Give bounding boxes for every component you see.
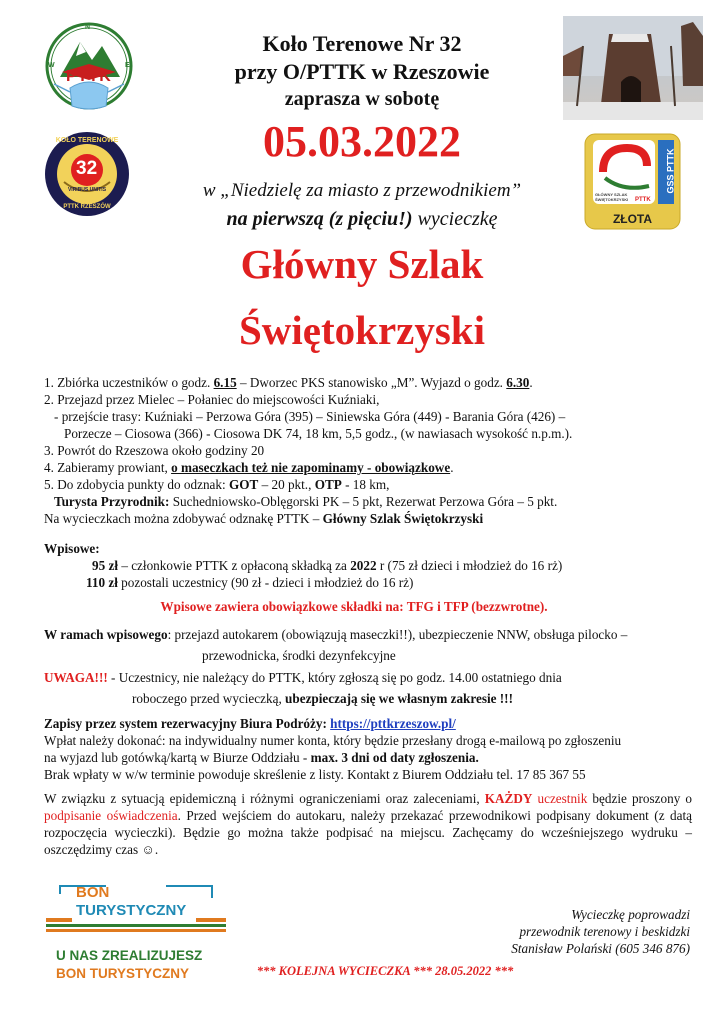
subtitle-trip-number-bold: na pierwszą (z pięciu!) (226, 208, 413, 230)
guide-line-2: przewodnik terenowy i beskidzki (519, 924, 690, 939)
program-line (44, 408, 694, 425)
program-line-part: o maseczkach też nie zapominamy - obowiązkowe (171, 460, 451, 475)
bon-slogan-1: U NAS ZREALIZUJESZ (56, 948, 203, 963)
compass-e: E (125, 62, 130, 69)
gss-zlota: ZŁOTA (612, 212, 653, 226)
includes-section (44, 626, 694, 664)
fee-member-text-b: r (75 zł dzieci i młodzież do 16 rż) (376, 558, 563, 573)
fees-section (44, 540, 694, 591)
includes-text-2: przewodnicka, środki dezynfekcyjne (202, 648, 396, 663)
guide-line-3: Stanisław Polański (605 346 876) (511, 941, 690, 956)
covid-e: podpisanie oświadczenia (44, 808, 178, 823)
fee-member-text-a: – członkowie PTTK z opłaconą składką za (118, 558, 351, 573)
bon-turystyczny-logo (46, 880, 226, 985)
subtitle-trip-number-rest: wycieczkę (412, 208, 498, 230)
registration-line-4: Brak wpłaty w w/w terminie powoduje skreślenie z listy. Kontakt z Biurem Oddziału tel. 17 85 367 55 (44, 767, 586, 782)
fees-heading: Wpisowe: (44, 541, 100, 556)
registration-section (44, 715, 694, 783)
program-line (44, 510, 694, 527)
gss-side-text: GSS PTTK (665, 148, 676, 194)
kolo-ring-text: KOŁO TERENOWE (55, 137, 119, 144)
next-trip (230, 963, 540, 980)
kolo-32-logo (42, 130, 132, 218)
warning-section (44, 669, 694, 707)
trail-title-line-1: Główny Szlak (240, 241, 484, 287)
program-line-part: 6.30 (506, 375, 530, 390)
program-line-part: 2. Przejazd przez Mielec – Połaniec do miejscowości Kuźniaki, (44, 392, 380, 407)
covid-b: KAŻDY (484, 791, 533, 806)
program-line (44, 459, 694, 476)
kolo-motto: VIRIBUS UNITIS (67, 187, 107, 193)
warning-text-2: roboczego przed wycieczką, (132, 691, 286, 706)
program-line-part: 1. Zbiórka uczestników o godz. (44, 375, 214, 390)
registration-line-3b: max. 3 dni od daty zgłoszenia. (310, 750, 479, 765)
program-line-part: – Dworzec PKS stanowisko „M”. Wyjazd o godz. (236, 375, 507, 390)
header-line-1: Koło Terenowe Nr 32 (262, 31, 462, 56)
program-line-part: Suchedniowsko-Oblęgorski PK – 5 pkt, Rezerwat Perzowa Góra – 5 pkt. (169, 494, 558, 509)
header-line-2: przy O/PTTK w Rzeszowie (234, 59, 490, 84)
bon-slogan-2: BON TURYSTYCZNY (56, 966, 190, 981)
program-line (44, 476, 694, 493)
fee-member-amount: 95 zł (92, 558, 119, 573)
pttk-logo (40, 22, 138, 117)
includes-label: W ramach wpisowego (44, 627, 168, 642)
program-line-part: Główny Szlak Świętokrzyski (322, 511, 484, 526)
program-line-part: 6.15 (213, 375, 237, 390)
warning-text-1: - Uczestnicy, nie należący do PTTK, który zgłoszą się po godz. 14.00 ostatniego dnia (107, 670, 562, 685)
event-date: 05.03.2022 (263, 117, 461, 166)
guide-info (430, 906, 690, 957)
program-line-part: 4. Zabieramy prowiant, (44, 460, 172, 475)
registration-line-3a: na wyjazd lub gotówką/kartą w Biurze Oddziału - (44, 750, 311, 765)
covid-a: W związku z sytuacją epidemiczną i różnymi ograniczeniami oraz zaleceniami, (44, 791, 485, 806)
registration-label: Zapisy przez system rezerwacyjny Biura Podróży: (44, 716, 331, 731)
covid-paragraph (44, 790, 692, 858)
program-list (44, 374, 694, 527)
next-trip-text: *** KOLEJNA WYCIECZKA *** 28.05.2022 *** (256, 964, 514, 978)
pttk-logo-text: PTTK (66, 68, 112, 85)
program-line-part: OTP (314, 477, 342, 492)
subtitle-trip-number (120, 208, 604, 231)
header-line-3: zaprasza w sobotę (284, 88, 440, 110)
program-line-part: Na wycieczkach można zdobywać odznakę PTTK – (44, 511, 323, 526)
program-line (44, 442, 694, 459)
bon-line-2: TURYSTYCZNY (76, 902, 187, 919)
warning-label: UWAGA!!! (44, 670, 108, 685)
program-line (44, 391, 694, 408)
program-line-part: 5. Do zdobycia punkty do odznak: (44, 477, 229, 492)
covid-c: uczestnik (532, 791, 588, 806)
warning-text-2-bold: ubezpieczają się we własnym zakresie !!! (285, 691, 513, 706)
kolo-bottom: PTTK RZESZÓW (63, 204, 111, 210)
fees-note-text: Wpisowe zawiera obowiązkowe składki na: TFG i TFP (bezzwrotne). (160, 599, 548, 614)
kiln-photo (563, 16, 703, 120)
fees-note (44, 598, 664, 615)
program-line-part: Turysta Przyrodnik: (54, 494, 170, 509)
program-line (44, 374, 694, 391)
fee-other-text: pozostali uczestnicy (90 zł - dzieci i młodzież do 16 rż) (117, 575, 414, 590)
program-line-part: - 18 km, (341, 477, 390, 492)
program-line-part: GOT (228, 477, 259, 492)
program-line (44, 425, 694, 442)
program-line (44, 493, 694, 510)
program-line-part: 3. Powrót do Rzeszowa około godziny 20 (44, 443, 265, 458)
kolo-number: 32 (76, 158, 98, 179)
gss-pttk-text: PTTK (635, 197, 651, 203)
compass-n: N (85, 24, 91, 31)
trail-title-line-2: Świętokrzyski (239, 307, 485, 353)
covid-f: . Przed wejściem do autokaru, należy przekazać przewodnikowi podpisany dokument (z datą rozpoczęcia wycieczki). Będzie go można także podpisać na miejscu. Zachęcamy do wcześniejszego wydruku – oszczędzimy czas ☺. (44, 808, 692, 857)
compass-w: W (48, 62, 55, 69)
fee-member-year: 2022 (350, 558, 377, 573)
program-line-part: . (529, 375, 533, 390)
registration-line-2: Wpłat należy dokonać: na indywidualny numer konta, który będzie przesłany drogą e-mailową po zgłoszeniu (44, 733, 622, 748)
program-line-part: – 20 pkt., (258, 477, 315, 492)
gss-small-text: GŁÓWNY SZLAK ŚWIĘTOKRZYSKI (595, 192, 629, 202)
bon-line-1: BON (76, 884, 110, 901)
program-line-part: Porzecze – Ciosowa (366) - Ciosowa DK 74, 18 km, 5,5 godz., (w nawiasach wysokość n.p.m.). (64, 426, 573, 441)
covid-d: będzie proszony o (587, 791, 692, 806)
includes-text: : przejazd autokarem (obowiązują maseczki!!), ubezpieczenie NNW, obsługa pilocko – (167, 627, 628, 642)
fee-other-amount: 110 zł (86, 575, 118, 590)
program-line-part: . (450, 460, 454, 475)
subtitle-series: w „Niedzielę za miasto z przewodnikiem” (202, 180, 522, 201)
program-line-part: - przejście trasy: Kuźniaki – Perzowa Góra (395) – Siniewska Góra (449) - Barania Góra (426) – (54, 409, 566, 424)
registration-link[interactable]: https://pttkrzeszow.pl/ (330, 716, 456, 731)
guide-line-1: Wycieczkę poprowadzi (571, 907, 690, 922)
